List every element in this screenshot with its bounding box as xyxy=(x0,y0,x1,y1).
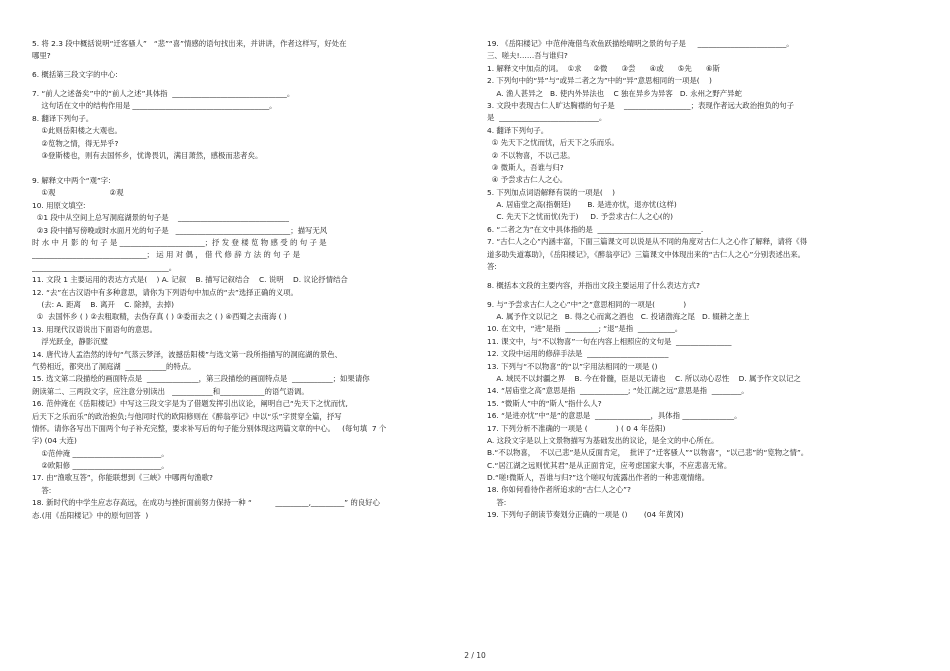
left-line: 11. 文段 1 主要运用的表达方式是( ) A. 记叙 B. 描写记叙结合 C. 说明 D. 议论抒情结合 xyxy=(32,275,348,285)
right-line: 3. 文段中表现古仁人旷达胸襟的句子是 __________________；表现作者远大政治抱负的句子 xyxy=(487,100,795,110)
right-line: 16. “是进亦忧”中“是”的意思是 _______________，具体指 ______________。 xyxy=(487,411,742,421)
right-line: 11. 课文中，与“不以物喜”一句在内容上相照应的文句是 _______________ xyxy=(487,336,732,346)
right-column xyxy=(487,38,897,522)
right-line: ① 先天下之忧而忧，后天下之乐而乐。 xyxy=(487,138,619,148)
left-line: ①范仲淹 ________________________。 xyxy=(32,448,169,458)
right-line: 9. 与“予尝求古仁人之心”中“之”意思相同的一项是( ) xyxy=(487,299,687,309)
left-line: 15. 选文第二段描绘的画面特点是 ______________，第三段描绘的画面特点是 ___________；如果请你 xyxy=(32,374,370,384)
left-line: 情怀。请你各写出下面两个句子补充完整，要求补写后的句子能分别体现这两篇文章的中心。 (每句填 7 个 xyxy=(32,423,387,433)
left-line: ③登斯楼也，则有去国怀乡，忧谗畏讥，满目萧然，感极而悲者矣。 xyxy=(32,150,263,160)
right-line: 是 ___________________________。 xyxy=(487,113,607,123)
left-line: 这句话在文中的结构作用是 _____________________________________。 xyxy=(32,101,277,111)
page-number: 2 / 10 xyxy=(464,651,486,660)
left-line: 10. 用原文填空: xyxy=(32,200,86,210)
right-line: 答: xyxy=(487,497,507,507)
right-line: 1. 解释文中加点的词。 ①求 ②微 ③尝 ④或 ⑤先 ⑥斯 xyxy=(487,63,720,73)
right-line: 19. 下列句子朗读节奏划分正确的一项是 () (04 年黄冈) xyxy=(487,510,684,520)
right-line: 10. 在文中，“进”是指 _________; “退”是指 __________。 xyxy=(487,324,683,334)
left-line: 5. 将 2.3 段中概括说明“迁客骚人” “悲”“喜”情感的语句找出来，并讲讲，作者这样写，好处在 xyxy=(32,39,347,48)
right-line: 8. 概括本文段的主要内容，并指出文段主要运用了什么表达方式? xyxy=(487,280,700,290)
right-line: D.“嗟!微斯人，吾谁与归?”这个嗟叹句流露出作者的一种悲观情绪。 xyxy=(487,473,710,483)
left-line: ②欧阳修 ________________________。 xyxy=(32,461,169,471)
right-line: ④ 予尝求古仁人之心。 xyxy=(487,175,568,185)
left-line: 7. “前人之述备矣”中的“前人之述”具体指 _______________________________。 xyxy=(32,88,295,98)
right-line: 道多助失道寡助》，《岳阳楼记》，《醉翁亭记》三篇课文中体现出来的“古仁人之心”分别表述出来。 xyxy=(487,249,806,259)
right-line: 三、嗟夫!……吾与谁归? xyxy=(487,51,568,61)
left-line: 8. 翻译下列句子。 xyxy=(32,113,94,123)
left-line: 16. 范仲淹在《岳阳楼记》中写这三段文字是为了借题发挥引出议论，阐明自己“先天下之忧而忧, xyxy=(32,399,348,409)
left-line: ① 去国怀乡 ( ) ②去粗取精，去伪存真 ( ) ③委而去之 ( ) ④西蜀之去南海 ( ) xyxy=(32,312,287,322)
left-line: ②览物之情，得无异乎? xyxy=(32,138,119,148)
right-line: 17. 下列分析不准确的一项是 ( ) ( 0 4 年岳阳) xyxy=(487,423,666,433)
left-line: _______________________________； 运 用 对 偶 ， 借 代 修 辞 方 法 的 句 子 是 xyxy=(32,250,301,260)
right-line: 15. “微斯人”中的“斯人”指什么人? xyxy=(487,398,602,408)
right-line: 2. 下列句中的“异”与“或异二者之为”中的“异”意思相同的一项是( ) xyxy=(487,76,712,86)
left-line: 18. 新时代的中学生应志存高远，在成功与挫折面前努力保持一种 “ _________,_________” 的良好心 xyxy=(32,498,380,508)
left-line: 时 水 中 月 影 的 句 子 是 _______________________；抒 发 登 楼 览 物 感 受 的 句 子 是 xyxy=(32,238,327,248)
left-line: 9. 解释文中两个“观”字: xyxy=(32,176,111,186)
right-line: 5. 下列加点词语解释有误的一项是( ) xyxy=(487,187,616,197)
right-line: A. 域民不以封疆之界 B. 今在骨髓，臣是以无请也 C. 所以动心忍性 D. 属予作文以记之 xyxy=(487,373,801,383)
left-line: (去: A. 距离 B. 离开 C. 除掉，去掉) xyxy=(32,299,174,309)
left-line: 6. 概括第三段文字的中心: xyxy=(32,70,118,80)
left-line: 17. 由“渔歌互答”，你能联想到《三峡》中哪两句渔歌? xyxy=(32,473,213,483)
left-line: 答: xyxy=(32,485,52,495)
right-line: 12. 文段中运用的修辞手法是 ______________________ xyxy=(487,349,669,359)
right-line: 答: xyxy=(487,262,497,272)
right-line: 13. 下列与“不以物喜”的“以”字用法相同的一项是 () xyxy=(487,361,658,371)
left-line: ①1 段中从空间上总写洞庭湖景的句子是 ______________________________ xyxy=(32,213,289,223)
right-line: A. 渔人甚异之 B. 使内外异法也 C 独在异乡为异客 D. 永州之野产异蛇 xyxy=(487,88,742,98)
left-line: 朗读第二、三两段文字，应注意分别读出 ___________和____________的语气语调。 xyxy=(32,386,309,396)
right-line: ② 不以物喜，不以己悲。 xyxy=(487,150,575,160)
left-column xyxy=(32,38,437,522)
right-line: A. 属予作文以记之 B. 得之心而寓之酒也 C. 投诸渤海之尾 D. 辍耕之垄上 xyxy=(487,311,750,321)
left-line: 12. “去”在古汉语中有多种意思，请你为下列语句中加点的“去”选择正确的义项。 xyxy=(32,287,298,297)
left-line: ①此则岳阳楼之大观也。 xyxy=(32,126,122,136)
left-line: 气势相近，都突出了洞庭湖 ___________的特点。 xyxy=(32,361,196,371)
left-line: ①观 ②观 xyxy=(32,188,124,198)
right-line: 18. 你如何看待作者所追求的“古仁人之心”? xyxy=(487,485,631,495)
left-line: ②3 段中描写傍晚或时水面月光的句子是 _______________________________；描写无风 xyxy=(32,225,328,235)
right-line: ③ 微斯人，吾谁与归? xyxy=(487,162,564,172)
right-line: 4. 翻译下列句子。 xyxy=(487,125,549,135)
left-line: 浮光跃金，静影沉璧 xyxy=(32,337,108,347)
right-line: B.“不以物喜， 不以己悲”是从反面肯定， 批评了“迁客骚人”“以物喜”，“以己悲”的“览物之情”。 xyxy=(487,448,809,458)
left-line: 哪里? xyxy=(32,51,51,61)
left-line: 14. 唐代诗人孟浩然的诗句“气蒸云梦泽，波撼岳阳楼”与选文第一段所指描写的洞庭湖的景色、 xyxy=(32,349,342,359)
left-line: 字) (04 大连) xyxy=(32,436,77,446)
right-line: 7. “古仁人之心”内涵丰富，下面三篇课文可以说是从不同的角度对古仁人之心作了解释，请将《得 xyxy=(487,237,808,247)
right-line: A. 居庙堂之高(指朝廷) B. 是进亦忧，退亦忧(这样) xyxy=(487,200,677,210)
left-line: 13. 用现代汉语说出下面语句的意思。 xyxy=(32,324,157,334)
right-line: C.“居江湖之远则忧其君”是从正面肯定，应考虑国家大事，不应悲喜无常。 xyxy=(487,460,732,470)
left-line: _____________________________________。 xyxy=(32,262,177,272)
right-line: 6. “二者之为”在文中具体指的是 ____________________________. xyxy=(487,224,704,234)
right-line: C. 先天下之忧而忧(先于) D. 予尝求古仁人之心(的) xyxy=(487,212,673,222)
right-line: 14. “居庙堂之高”意思是指 _____________; “处江湖之远”意思是指 ________。 xyxy=(487,386,749,396)
left-line: 态.(用《岳阳楼记》中的原句回答 ) xyxy=(32,510,149,520)
left-line: 后天下之乐而乐”的政治抱负;与他同时代的欧阳修则在《醉翁亭记》中以“乐”字贯穿全篇，抒写 xyxy=(32,411,342,421)
right-line: A. 这段文字是以上文景物描写为基础发出的议论，是全文的中心所在。 xyxy=(487,435,719,445)
right-line: 19. 《岳阳楼记》中范仲淹借鸟欢鱼跃描绘晴明之景的句子是 ________________________。 xyxy=(487,39,794,48)
